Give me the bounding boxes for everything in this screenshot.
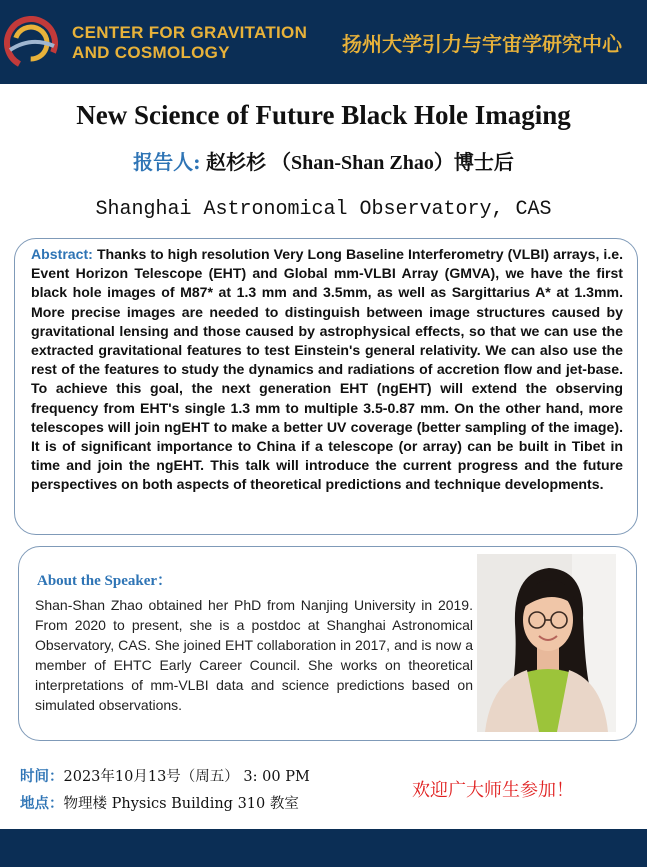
org-name-english bbox=[72, 23, 307, 63]
header-banner bbox=[0, 0, 647, 84]
speaker-name: 赵杉杉 （Shan-Shan Zhao）博士后 bbox=[206, 152, 514, 174]
abstract-text: Thanks to high resolution Very Long Baseline Interferometry (VLBI) arrays, i.e. Event Horizon Telescope (EHT) and Global mm-VLBI Array (GMVA), we have the first black hole images of M87* at 1.3 mm and 3.5mm, as well as Sargittarius A* at 1.3mm. More precise images are needed to distinguish between image structures caused by gravitational lensing and those caused by astrophysical effects, so that we can use the extracted gravitational features to test Einstein's general relativity. We can also use the rest of the features to study the dynamics and radiations of accretion flow and jet-base. To achieve this goal, the next generation EHT (ngEHT) will extend the observing frequency from EHT's single 1.3 mm to multiple 3.5-0.87 mm. On the other hand, more telescopes will join ngEHT to make a better UV coverage (better sampling of the image). It is of significant importance to China if a telescope (or array) can be built in Tibet in time and join the ngEHT. This talk will introduce the current progress and the future perspectives on both aspects of theoretical predictions and technique developments. bbox=[31, 246, 623, 493]
place-value: 物理楼 Physics Building 310 教室 bbox=[63, 796, 299, 812]
footer-banner bbox=[0, 829, 647, 867]
abstract-paragraph bbox=[31, 245, 623, 495]
speaker-affiliation: Shanghai Astronomical Observatory, CAS bbox=[95, 198, 552, 221]
abstract-box bbox=[14, 238, 638, 535]
about-speaker-text: Shan-Shan Zhao obtained her PhD from Nanjing University in 2019. From 2020 to present, she is a postdoc at Shanghai Astronomical Observatory, CAS. She joined EHT collaboration in 2017, and is now a member of EHTC Early Career Council. She works on theoretical interpretations of mm-VLBI data and science predictions based on simulated observations. bbox=[35, 597, 473, 713]
org-name-chinese: 扬州大学引力与宇宙学研究中心 bbox=[342, 32, 622, 56]
talk-title: New Science of Future Black Hole Imaging bbox=[76, 100, 571, 130]
event-place bbox=[20, 792, 299, 813]
speaker-portrait-icon bbox=[477, 554, 616, 732]
abstract-label: Abstract: bbox=[31, 246, 93, 262]
time-value: 2023年10月13号（周五） 3: 00 PM bbox=[63, 769, 310, 785]
org-name-en-line1: CENTER FOR GRAVITATION bbox=[72, 23, 308, 42]
time-label: 时间： bbox=[20, 768, 64, 785]
speaker-line bbox=[0, 146, 647, 175]
speaker-label: 报告人: bbox=[133, 150, 201, 174]
place-label: 地点： bbox=[20, 795, 64, 812]
about-speaker-title: About the Speaker： bbox=[37, 573, 173, 589]
welcome-message: 欢迎广大师生参加！ bbox=[412, 780, 574, 801]
center-logo-icon bbox=[4, 16, 58, 70]
about-speaker-box bbox=[18, 546, 637, 741]
org-name-en-line2: AND COSMOLOGY bbox=[72, 43, 230, 62]
speaker-photo bbox=[477, 554, 616, 732]
event-time bbox=[20, 765, 310, 786]
